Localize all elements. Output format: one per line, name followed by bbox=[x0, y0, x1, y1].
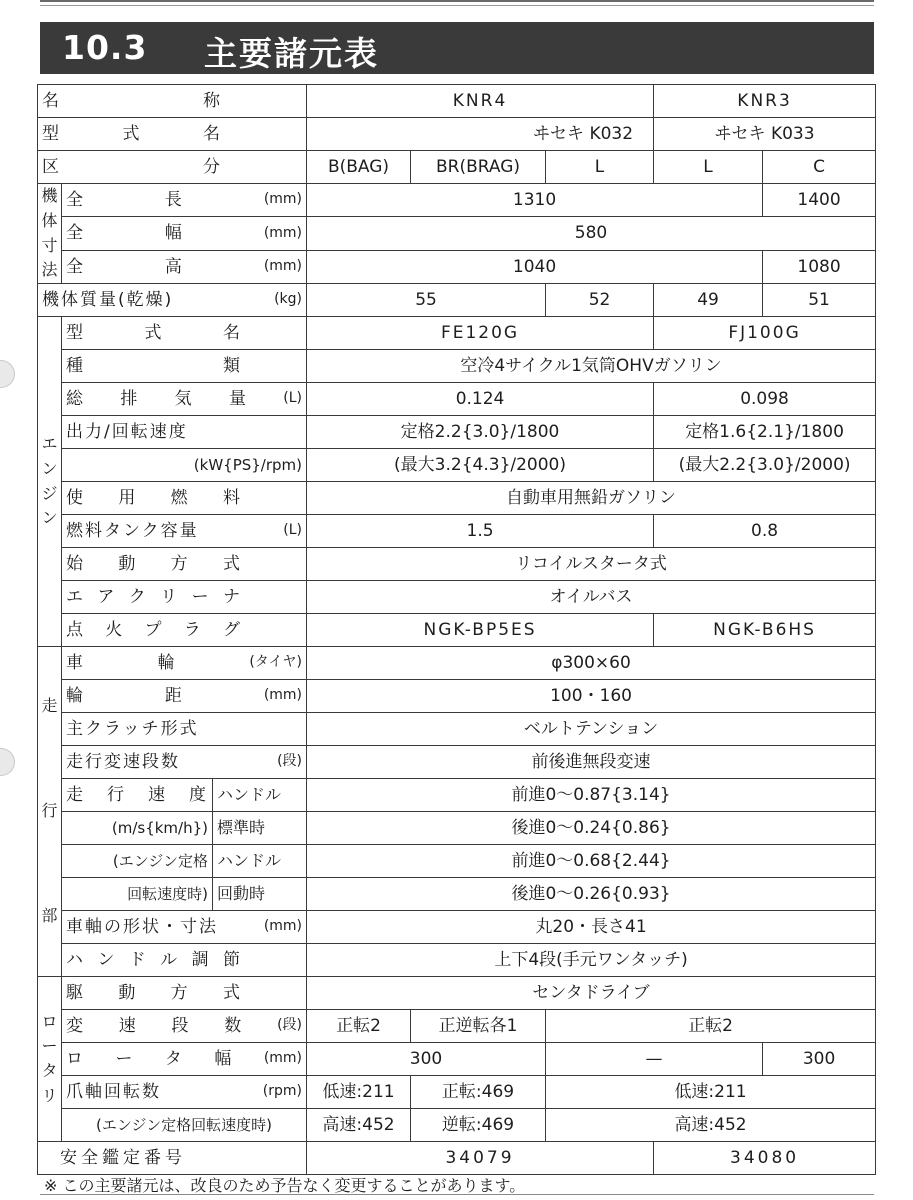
row-label: 燃料タンク容量 (L) bbox=[62, 515, 307, 548]
cell-value: 300 bbox=[763, 1043, 876, 1076]
cell-value: ヰセキ K032 bbox=[307, 118, 654, 151]
row-label: 全 幅 (mm) bbox=[62, 217, 307, 250]
row-label: (m/s{km/h}) bbox=[62, 812, 213, 845]
cell-value: 34079 bbox=[307, 1142, 654, 1175]
row-label: 走行変速段数 (段) bbox=[62, 746, 307, 779]
cell-value: 上下4段(手元ワンタッチ) bbox=[307, 944, 876, 977]
row-height bbox=[38, 250, 876, 283]
cell-value: 後進0〜0.26{0.93} bbox=[307, 878, 876, 911]
cell-value: (最大3.2{4.3}/2000) bbox=[307, 449, 654, 482]
cell-value: 1080 bbox=[763, 250, 876, 283]
row-engine-power-max bbox=[38, 449, 876, 482]
row-label: ハ ン ド ル 調 節 bbox=[62, 944, 307, 977]
cell-value: 1040 bbox=[307, 250, 763, 283]
row-rotary-rpm bbox=[38, 1076, 876, 1109]
row-certification bbox=[38, 1142, 876, 1175]
row-label: 区 分 bbox=[38, 151, 307, 184]
row-label: 総 排 気 量 (L) bbox=[62, 383, 307, 416]
cell-value: 正逆転各1 bbox=[411, 1010, 546, 1043]
cell-value: B(BAG) bbox=[307, 151, 411, 184]
cell-value: FJ100G bbox=[654, 317, 876, 350]
row-engine-start bbox=[38, 548, 876, 581]
cell-value: 前後進無段変速 bbox=[307, 746, 876, 779]
row-label: 機体質量(乾燥) (kg) bbox=[38, 284, 307, 317]
cell-value: BR(BRAG) bbox=[411, 151, 546, 184]
row-engine-air bbox=[38, 581, 876, 614]
row-label: 主クラッチ形式 bbox=[62, 713, 307, 746]
cell-value: 後進0〜0.24{0.86} bbox=[307, 812, 876, 845]
row-speed-3 bbox=[38, 845, 876, 878]
row-rotary-speeds bbox=[38, 1010, 876, 1043]
row-label: ロ ー タ 幅 (mm) bbox=[62, 1043, 307, 1076]
cell-value: センタドライブ bbox=[307, 977, 876, 1010]
row-label: 車 輪 (タイヤ) bbox=[62, 647, 307, 680]
row-label: (kW{PS}/rpm) bbox=[62, 449, 307, 482]
cell-value: NGK-B6HS bbox=[654, 614, 876, 647]
group-label-dimensions: 機 体 寸 法 bbox=[38, 184, 62, 284]
row-label: 安全鑑定番号 bbox=[38, 1142, 307, 1175]
row-engine-power bbox=[38, 416, 876, 449]
row-label: 爪軸回転数 (rpm) bbox=[62, 1076, 307, 1109]
top-rule bbox=[40, 0, 874, 6]
row-sublabel: ハンドル bbox=[213, 779, 307, 812]
group-label-engine: エ ン ジ ン bbox=[38, 317, 62, 647]
cell-value: 丸20・長さ41 bbox=[307, 911, 876, 944]
cell-value: KNR3 bbox=[654, 85, 876, 118]
row-label: 型 式 名 bbox=[38, 118, 307, 151]
cell-value: 1310 bbox=[307, 184, 763, 217]
row-axle bbox=[38, 911, 876, 944]
cell-value: 自動車用無鉛ガソリン bbox=[307, 482, 876, 515]
cell-value: 300 bbox=[307, 1043, 546, 1076]
section-number: 10.3 bbox=[62, 28, 148, 67]
cell-value: 0.098 bbox=[654, 383, 876, 416]
cell-value: 正転2 bbox=[546, 1010, 876, 1043]
cell-value: FE120G bbox=[307, 317, 654, 350]
group-label-travel: 走 行 部 bbox=[38, 647, 62, 977]
row-label: (エンジン定格 bbox=[62, 845, 213, 878]
section-title: 主要諸元表 bbox=[204, 34, 379, 73]
cell-value: 51 bbox=[763, 284, 876, 317]
cell-value: 0.8 bbox=[654, 515, 876, 548]
row-rotary-width bbox=[38, 1043, 876, 1076]
cell-value: 高速:452 bbox=[546, 1109, 876, 1142]
row-label: 変 速 段 数 (段) bbox=[62, 1010, 307, 1043]
cell-value: 前進0〜0.68{2.44} bbox=[307, 845, 876, 878]
footnote: ※ この主要諸元は、改良のため予告なく変更することがあります。 bbox=[44, 1176, 526, 1195]
cell-value: 逆転:469 bbox=[411, 1109, 546, 1142]
group-label-rotary: ロ ー タ リ bbox=[38, 977, 62, 1142]
row-label: 全 長 (mm) bbox=[62, 184, 307, 217]
row-label: 全 高 (mm) bbox=[62, 250, 307, 283]
row-speeds bbox=[38, 746, 876, 779]
row-name bbox=[38, 85, 876, 118]
row-label: 始 動 方 式 bbox=[62, 548, 307, 581]
row-label: 走 行 速 度 bbox=[62, 779, 213, 812]
cell-value: リコイルスタータ式 bbox=[307, 548, 876, 581]
cell-value: 定格2.2{3.0}/1800 bbox=[307, 416, 654, 449]
row-label: (エンジン定格回転速度時) bbox=[62, 1109, 307, 1142]
row-label: エ ア ク リ ー ナ bbox=[62, 581, 307, 614]
cell-value: 100・160 bbox=[307, 680, 876, 713]
row-rotary-rpm-2 bbox=[38, 1109, 876, 1142]
cell-value: (最大2.2{3.0}/2000) bbox=[654, 449, 876, 482]
row-wheel bbox=[38, 647, 876, 680]
cell-value: 低速:211 bbox=[307, 1076, 411, 1109]
row-speed-1 bbox=[38, 779, 876, 812]
cell-value: 1.5 bbox=[307, 515, 654, 548]
binder-hole bbox=[0, 360, 15, 388]
cell-value: オイルバス bbox=[307, 581, 876, 614]
row-label: 種 類 bbox=[62, 350, 307, 383]
cell-value: 55 bbox=[307, 284, 546, 317]
row-sublabel: 回動時 bbox=[213, 878, 307, 911]
row-label: 点 火 プ ラ グ bbox=[62, 614, 307, 647]
row-drive bbox=[38, 977, 876, 1010]
row-engine-tank bbox=[38, 515, 876, 548]
row-type bbox=[38, 151, 876, 184]
cell-value: 正転2 bbox=[307, 1010, 411, 1043]
row-label: 出力/回転速度 bbox=[62, 416, 307, 449]
row-mass bbox=[38, 284, 876, 317]
row-engine-fuel bbox=[38, 482, 876, 515]
cell-value: C bbox=[763, 151, 876, 184]
cell-value: 0.124 bbox=[307, 383, 654, 416]
cell-value: 52 bbox=[546, 284, 654, 317]
row-label: 輪 距 (mm) bbox=[62, 680, 307, 713]
row-sublabel: 標準時 bbox=[213, 812, 307, 845]
row-label: 使 用 燃 料 bbox=[62, 482, 307, 515]
row-length bbox=[38, 184, 876, 217]
row-speed-4 bbox=[38, 878, 876, 911]
cell-value: 49 bbox=[654, 284, 763, 317]
cell-value: NGK-BP5ES bbox=[307, 614, 654, 647]
bottom-rule bbox=[40, 1194, 874, 1195]
row-label: 型 式 名 bbox=[62, 317, 307, 350]
row-engine-plug bbox=[38, 614, 876, 647]
row-engine-model bbox=[38, 317, 876, 350]
row-label: 名 称 bbox=[38, 85, 307, 118]
row-speed-2 bbox=[38, 812, 876, 845]
cell-value: ベルトテンション bbox=[307, 713, 876, 746]
cell-value: 低速:211 bbox=[546, 1076, 876, 1109]
cell-value: L bbox=[546, 151, 654, 184]
section-title-bar bbox=[40, 22, 874, 74]
row-label: 車軸の形状・寸法 (mm) bbox=[62, 911, 307, 944]
row-model bbox=[38, 118, 876, 151]
cell-value: 1400 bbox=[763, 184, 876, 217]
cell-value: 定格1.6{2.1}/1800 bbox=[654, 416, 876, 449]
cell-value: 正転:469 bbox=[411, 1076, 546, 1109]
row-sublabel: ハンドル bbox=[213, 845, 307, 878]
cell-value: 高速:452 bbox=[307, 1109, 411, 1142]
row-handle bbox=[38, 944, 876, 977]
cell-value: 34080 bbox=[654, 1142, 876, 1175]
spec-table bbox=[37, 84, 876, 1175]
binder-hole bbox=[0, 748, 15, 776]
cell-value: φ300×60 bbox=[307, 647, 876, 680]
row-track bbox=[38, 680, 876, 713]
row-width bbox=[38, 217, 876, 250]
cell-value: ヰセキ K033 bbox=[654, 118, 876, 151]
cell-value: L bbox=[654, 151, 763, 184]
cell-value: KNR4 bbox=[307, 85, 654, 118]
cell-value: 580 bbox=[307, 217, 876, 250]
row-clutch bbox=[38, 713, 876, 746]
row-engine-displacement bbox=[38, 383, 876, 416]
cell-value: 空冷4サイクル1気筒OHVガソリン bbox=[307, 350, 876, 383]
row-label: 駆 動 方 式 bbox=[62, 977, 307, 1010]
row-label: 回転速度時) bbox=[62, 878, 213, 911]
row-engine-kind bbox=[38, 350, 876, 383]
cell-value: 前進0〜0.87{3.14} bbox=[307, 779, 876, 812]
cell-value: — bbox=[546, 1043, 763, 1076]
